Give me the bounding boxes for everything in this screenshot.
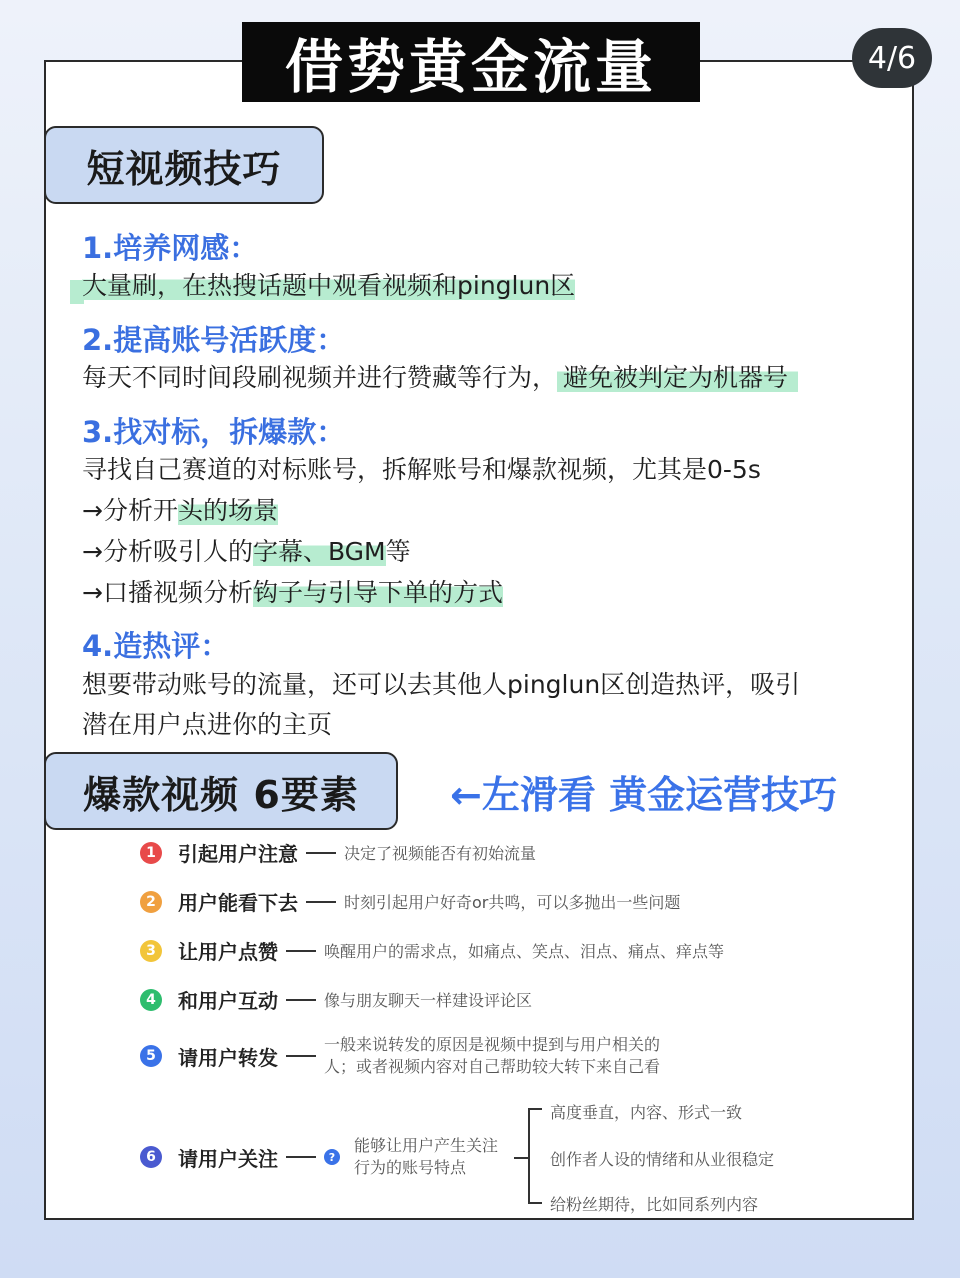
tip-point-2-highlight: 字幕、BGM bbox=[252, 537, 386, 566]
element-desc-6-line1: 能够让用户产生关注 bbox=[354, 1136, 499, 1155]
connector-dash bbox=[286, 950, 316, 952]
element-desc-6 bbox=[354, 1135, 498, 1179]
element-label-4: 和用户互动 bbox=[178, 989, 278, 1013]
tip-heading-1: 1.培养网感： bbox=[82, 231, 259, 265]
element-row-5 bbox=[140, 1034, 660, 1078]
tip-point-1 bbox=[82, 493, 278, 529]
tip-point-2-plain: →分析吸引人的 bbox=[82, 537, 253, 566]
element-desc-5 bbox=[324, 1034, 660, 1078]
element-desc-1: 决定了视频能否有初始流量 bbox=[344, 844, 537, 863]
tip-text-2-highlight: 避免被判定为机器号 bbox=[557, 363, 798, 392]
element-desc-2: 时刻引起用户好奇or共鸣，可以多抛出一些问题 bbox=[344, 893, 681, 912]
tip-point-3-plain: →口播视频分析 bbox=[82, 578, 253, 607]
page-title: 借势黄金流量 bbox=[242, 22, 700, 102]
tip-text-2-plain: 每天不同时间段刷视频并进行赞藏等行为， bbox=[82, 363, 558, 392]
connector-dash bbox=[306, 852, 336, 854]
number-1-icon: 1 bbox=[140, 842, 162, 864]
branch-1: 高度垂直，内容、形式一致 bbox=[550, 1103, 743, 1122]
tip-point-2 bbox=[82, 534, 411, 570]
number-5-icon: 5 bbox=[140, 1045, 162, 1067]
tip-text-2 bbox=[82, 360, 798, 396]
element-row-1 bbox=[140, 838, 536, 867]
element-label-1: 引起用户注意 bbox=[178, 842, 298, 866]
branch-3: 给粉丝期待，比如同系列内容 bbox=[550, 1195, 759, 1214]
swipe-hint: ←左滑看 黄金运营技巧 bbox=[450, 773, 838, 817]
number-3-icon: 3 bbox=[140, 940, 162, 962]
branch-2: 创作者人设的情绪和从业很稳定 bbox=[550, 1150, 775, 1169]
bracket-connector bbox=[514, 1157, 528, 1159]
tip-text-1 bbox=[82, 268, 575, 304]
tip-text-4-line1: 想要带动账号的流量，还可以去其他人pinglun区创造热评，吸引 bbox=[82, 670, 801, 699]
element-desc-4: 像与朋友聊天一样建设评论区 bbox=[324, 991, 533, 1010]
tip-heading-4: 4.造热评： bbox=[82, 629, 230, 663]
connector-dash bbox=[286, 1055, 316, 1057]
bracket bbox=[528, 1108, 542, 1204]
tip-text-3-intro: 寻找自己赛道的对标账号，拆解账号和爆款视频，尤其是0-5s bbox=[82, 455, 761, 484]
tip-point-1-plain: →分析开 bbox=[82, 496, 178, 525]
element-row-4 bbox=[140, 985, 532, 1014]
tip-text-1-line: 大量刷，在热搜话题中观看视频和pinglun区 bbox=[82, 271, 576, 300]
page-indicator: 4/6 bbox=[852, 28, 932, 88]
tip-point-3-highlight: 钩子与引导下单的方式 bbox=[252, 578, 503, 607]
element-row-6 bbox=[140, 1135, 498, 1179]
tip-text-4-line2: 潜在用户点进你的主页 bbox=[82, 710, 333, 739]
tip-point-1-highlight: 头的场景 bbox=[177, 496, 278, 525]
element-desc-6-line2: 行为的账号特点 bbox=[354, 1158, 467, 1177]
element-label-6: 请用户关注 bbox=[178, 1146, 278, 1171]
connector-dash bbox=[306, 901, 336, 903]
number-6-icon: 6 bbox=[140, 1146, 162, 1168]
connector-dash bbox=[286, 1156, 316, 1158]
element-row-3 bbox=[140, 936, 724, 965]
element-label-5: 请用户转发 bbox=[178, 1045, 278, 1070]
section-tag-video-tips: 短视频技巧 bbox=[44, 126, 324, 204]
number-4-icon: 4 bbox=[140, 989, 162, 1011]
element-label-2: 用户能看下去 bbox=[178, 891, 298, 915]
section-tag-viral-elements: 爆款视频 6要素 bbox=[44, 752, 398, 830]
question-icon: ? bbox=[324, 1149, 340, 1165]
element-desc-5-line2: 人；或者视频内容对自己帮助较大转下来自己看 bbox=[324, 1057, 661, 1076]
connector-dash bbox=[286, 999, 316, 1001]
tip-heading-2: 2.提高账号活跃度： bbox=[82, 323, 346, 357]
element-row-2 bbox=[140, 887, 680, 916]
tip-point-3 bbox=[82, 575, 503, 611]
element-label-3: 让用户点赞 bbox=[178, 940, 278, 964]
element-desc-3: 唤醒用户的需求点，如痛点、笑点、泪点、痛点、痒点等 bbox=[324, 942, 725, 961]
tip-point-2-tail: 等 bbox=[385, 537, 411, 566]
number-2-icon: 2 bbox=[140, 891, 162, 913]
element-desc-5-line1: 一般来说转发的原因是视频中提到与用户相关的 bbox=[324, 1035, 661, 1054]
tip-heading-3: 3.找对标，拆爆款： bbox=[82, 415, 346, 449]
